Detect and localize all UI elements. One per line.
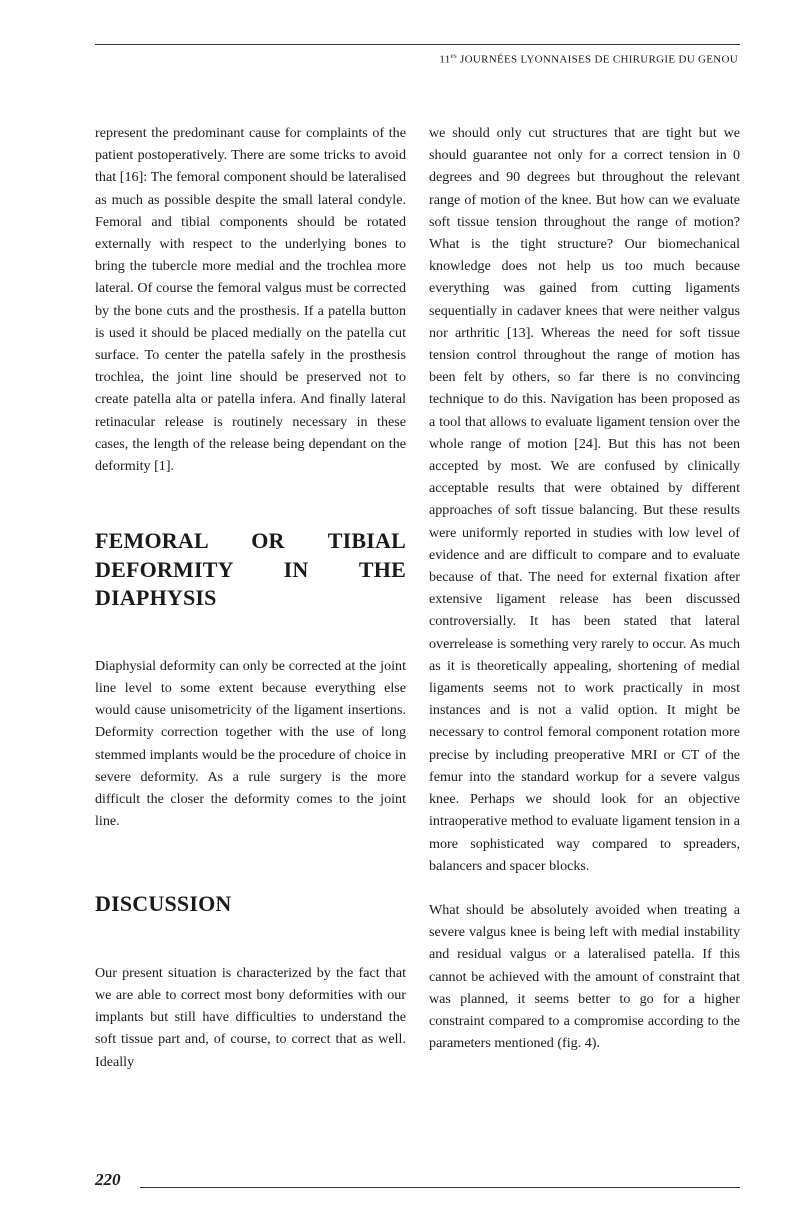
running-header-number: 11 — [439, 53, 451, 66]
header-rule — [95, 44, 740, 45]
page-number: 220 — [95, 1170, 121, 1189]
section-heading-discussion: DISCUSSION — [95, 891, 232, 917]
right-column — [429, 122, 740, 1054]
section-heading-femoral-deformity: FEMORAL OR TIBIAL DEFORMITY IN THE DIAPHYSIS — [95, 528, 406, 611]
running-header-title: JOURNÉES LYONNAISES DE CHIRURGIE DU GENOU — [457, 53, 738, 66]
running-header-superscript: es — [450, 52, 457, 60]
left-paragraph-2: Diaphysial deformity can only be corrected at the joint line level to some extent because everything else would cause unisometricity of the ligament insertions. Deformity correction together with the use of long stemmed implants would be the procedure of choice in severe deformity. As a rule surgery is the more difficult the closer the deformity comes to the joint line. — [95, 657, 406, 830]
right-paragraph-1: we should only cut structures that are tight but we should guarantee not only for a correct tension in 0 degrees and 90 degrees but throughout the relevant range of motion of the knee. But how can we evaluate soft tissue tension throughout the range of motion? What is the tight structure? Our biomechanical knowledge does not help us too much because everything was gained from cutting ligaments sequentially in cadaver knees that were neither valgus nor arthritic [13]. Whereas the need for soft tissue tension control throughout the range of motion has been felt by others, so far there is no convincing technique to do this. Navigation has been proposed as a tool that allows to evaluate ligament tension over the whole range of motion [24]. But this has not been accepted by most. We are confused by clinically acceptable results that were obtained by different approaches of soft tissue balancing. But these results were uniformly reported in studies with low level of evidence and are difficult to compare and to evaluate because of that. The need for external fixation after extensive ligament release has been discussed controversially. It has been stated that lateral overrelease is something very rarely to occur. As much as it is theoretically appealing, shortening of medial ligaments seems not to work practically in most instances and is not a valid option. It might be necessary to control femoral component rotation more precise by including preoperative MRI or CT of the femur into the standard workup for a severe valgus knee. Perhaps we should look for an objective intraoperative method to evaluate ligament tension in a more sophisticated way compared to spreaders, balancers and spacer blocks. — [429, 125, 740, 874]
left-column — [95, 122, 406, 1073]
left-paragraph-3: Our present situation is characterized by the fact that we are able to correct most bony deformities with our implants but still have difficulties to understand the soft tissue part and, of course, to correct that as well. Ideally — [95, 964, 406, 1070]
right-paragraph-2: What should be absolutely avoided when treating a severe valgus knee is being left with medial instability and residual valgus or a lateralised patella. If this cannot be achieved with the amount of constraint that was planned, it seems better to go for a higher constraint compared to a compromise according to the parameters mentioned (fig. 4). — [429, 901, 740, 1052]
footer-rule — [140, 1187, 740, 1188]
left-paragraph-1: represent the predominant cause for complaints of the patient postoperatively. There are some tricks to avoid that [16]: The femoral component should be lateralised as much as possible despite the small lateral condyle. Femoral and tibial components should be rotated externally with respect to the underlying bones to bring the tubercle more medial and the trochlea more lateral. Of course the femoral valgus must be corrected by the bone cuts and the prosthesis. If a patella button is used it should be placed medially on the patella cut surface. To center the patella safely in the prosthesis trochlea, the joint line should be preserved not to create patella alta or patella infera. And finally lateral retinacular release is routinely necessary in these cases, the length of the release being dependant on the deformity [1]. — [95, 125, 406, 475]
running-header — [439, 52, 738, 66]
